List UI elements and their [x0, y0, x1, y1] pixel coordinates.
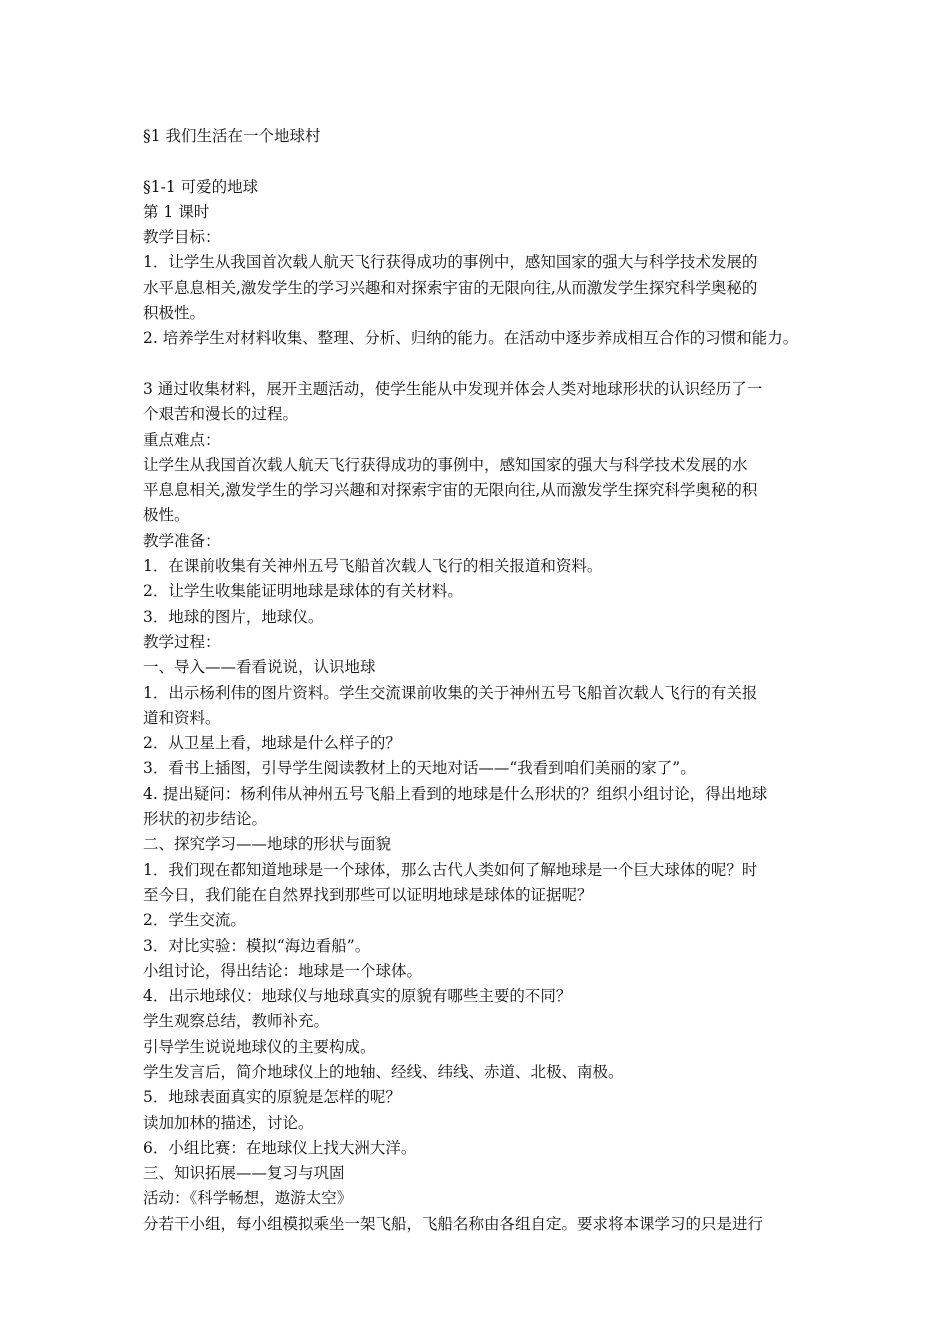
key-points — [143, 453, 833, 529]
part2-item: 5．地球表面真实的原貌是怎样的呢？ — [143, 1088, 401, 1107]
activity-description: 分若干小组，每小组模拟乘坐一架飞船，飞船名称由各组自定。要求将本课学习的只是进行 — [143, 1214, 764, 1233]
section-title: §1-1 可爱的地球 — [143, 177, 259, 196]
process-heading: 教学过程： — [143, 632, 221, 651]
text-line: 4. 提出疑问：杨利伟从神州五号飞船上看到的地球是什么形状的？组织小组讨论，得出地球 — [143, 784, 768, 803]
activity-title: 活动：《科学畅想，遨游太空》 — [143, 1189, 353, 1208]
text-line: 2. 培养学生对材料收集、整理、分析、归纳的能力。在活动中逐步养成相互合作的习惯和能力。 — [143, 329, 799, 348]
lesson-label: 第 1 课时 — [143, 202, 210, 221]
text-line: 平息息相关,激发学生的学习兴趣和对探索宇宙的无限向往,从而激发学生探究科学奥秘的积 — [143, 481, 758, 500]
part2-item — [143, 858, 833, 909]
part1-item — [143, 756, 833, 781]
part2-item: 4．出示地球仪：地球仪与地球真实的原貌有哪些主要的不同？ — [143, 987, 572, 1006]
text-line: 2．从卫星上看，地球是什么样子的？ — [143, 734, 401, 753]
part1-item — [143, 731, 833, 756]
part1-item — [143, 681, 833, 732]
text-line: 1．让学生从我国首次载人航天飞行获得成功的事例中，感知国家的强大与科学技术发展的 — [143, 253, 758, 272]
objective-item — [143, 326, 833, 351]
spacer — [143, 149, 833, 174]
part2-item: 小组讨论，得出结论：地球是一个球体。 — [143, 961, 423, 980]
objective-item — [143, 250, 833, 326]
objectives-heading: 教学目标： — [143, 228, 221, 247]
text-line: 3 通过收集材料，展开主题活动，使学生能从中发现并体会人类对地球形状的认识经历了一 — [143, 379, 763, 398]
part2-item: 6．小组比赛：在地球仪上找大洲大洋。 — [143, 1138, 417, 1157]
part3-heading: 三、知识拓展——复习与巩固 — [143, 1164, 345, 1183]
part2-item: 引导学生说说地球仪的主要构成。 — [143, 1037, 376, 1056]
preparation-item: 2．让学生收集能证明地球是球体的有关材料。 — [143, 582, 463, 601]
part2-heading: 二、探究学习——地球的形状与面貌 — [143, 835, 392, 854]
part2-item: 学生观察总结，教师补充。 — [143, 1012, 330, 1031]
text-line: 积极性。 — [143, 304, 206, 323]
text-line: 让学生从我国首次载人航天飞行获得成功的事例中，感知国家的强大与科学技术发展的水 — [143, 455, 748, 474]
text-line: 1．出示杨利伟的图片资料。学生交流课前收集的关于神州五号飞船首次载人飞行的有关报 — [143, 683, 758, 702]
chapter-title: §1 我们生活在一个地球村 — [143, 127, 321, 145]
part2-item: 3．对比实验：模拟“海边看船”。 — [143, 936, 371, 955]
text-line: 极性。 — [143, 506, 190, 525]
text-line: 水平息息相关,激发学生的学习兴趣和对探索宇宙的无限向往,从而激发学生探究科学奥秘的 — [143, 278, 758, 297]
part2-item: 2．学生交流。 — [143, 911, 246, 930]
document-page — [143, 124, 833, 1237]
text-line: 1．我们现在都知道地球是一个球体，那么古代人类如何了解地球是一个巨大球体的呢？时 — [143, 860, 758, 879]
part1-item — [143, 782, 833, 833]
preparation-heading: 教学准备： — [143, 531, 221, 550]
key-points-heading: 重点难点： — [143, 430, 221, 449]
text-line: 3．看书上插图，引导学生阅读教材上的天地对话——“我看到咱们美丽的家了”。 — [143, 759, 696, 778]
text-line: 至今日，我们能在自然界找到那些可以证明地球是球体的证据呢？ — [143, 885, 593, 904]
preparation-item: 1．在课前收集有关神州五号飞船首次载人飞行的相关报道和资料。 — [143, 557, 603, 576]
part2-item: 读加加林的描述，讨论。 — [143, 1113, 314, 1132]
preparation-item: 3．地球的图片，地球仪。 — [143, 607, 324, 626]
text-line: 个艰苦和漫长的过程。 — [143, 405, 299, 424]
text-line: 形状的初步结论。 — [143, 810, 268, 829]
text-line: 道和资料。 — [143, 708, 221, 727]
part1-heading: 一、导入——看看说说，认识地球 — [143, 658, 376, 677]
spacer — [143, 352, 833, 377]
objective-item — [143, 377, 833, 428]
part2-item: 学生发言后，简介地球仪上的地轴、经线、纬线、赤道、北极、南极。 — [143, 1062, 624, 1081]
